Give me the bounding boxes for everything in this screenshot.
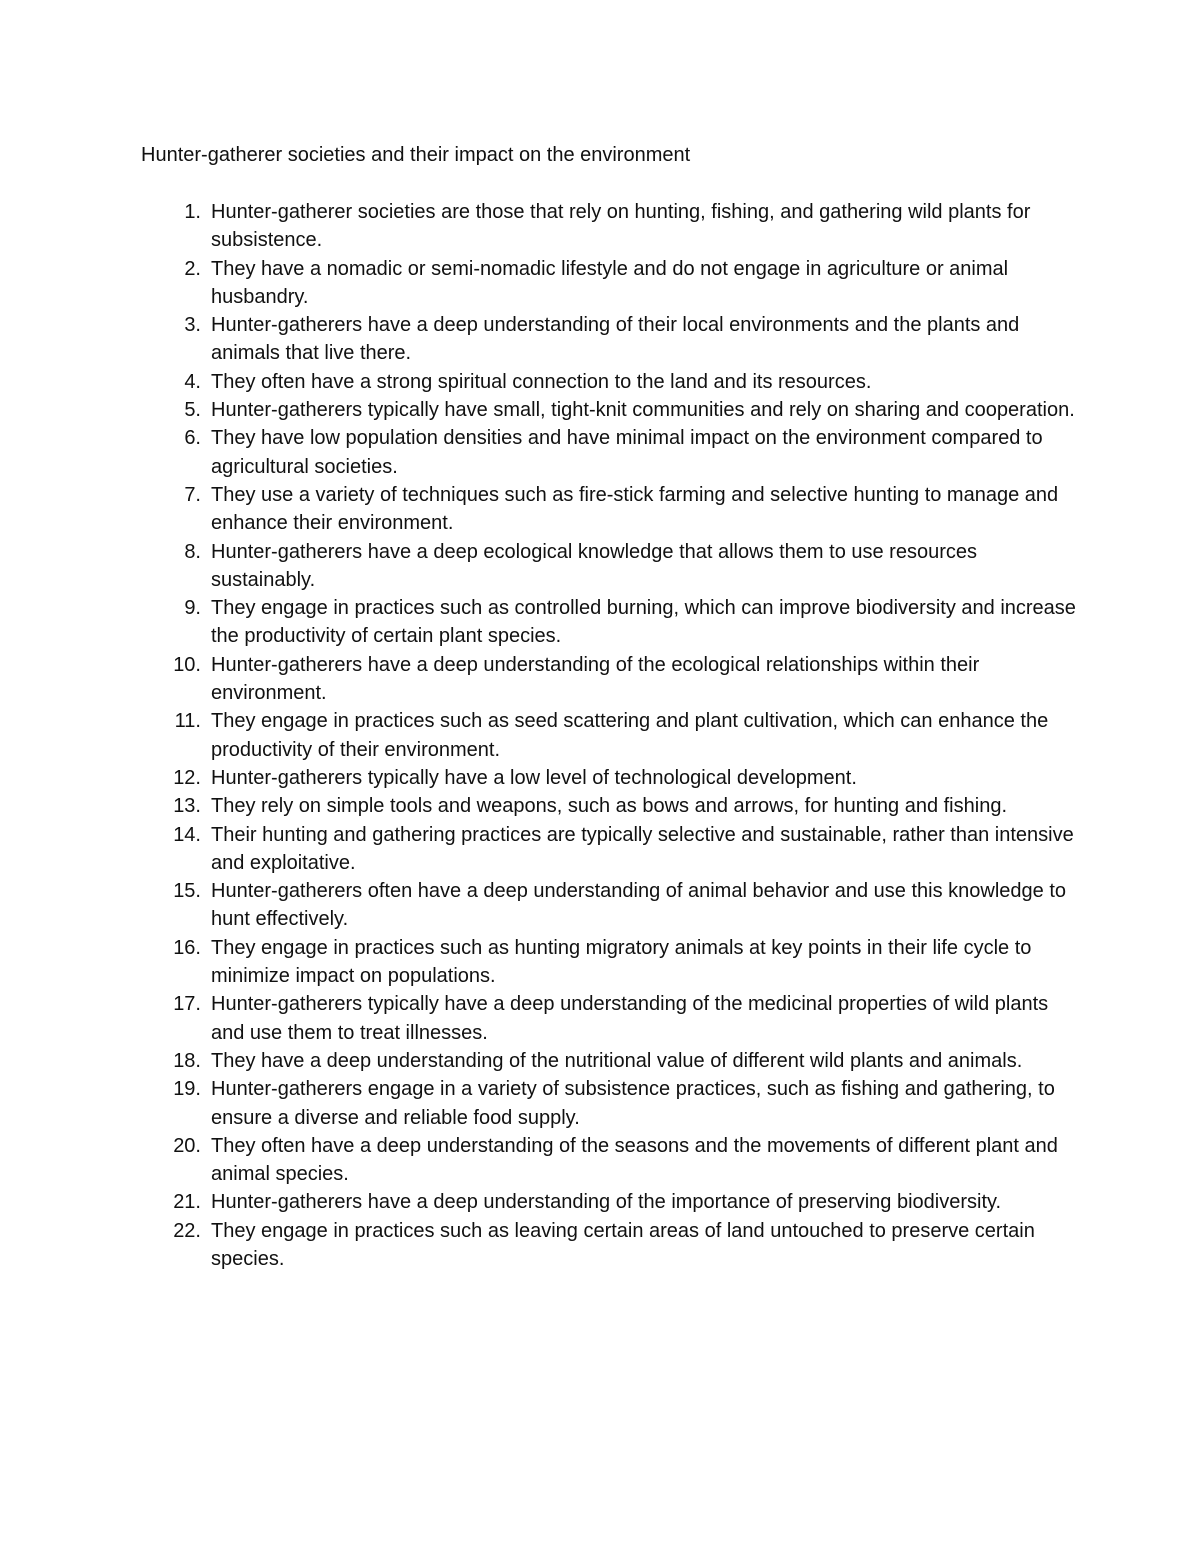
list-text: Hunter-gatherers have a deep understanding of the ecological relationships within their environment. [211,653,980,705]
list-number: 7. [184,483,201,506]
list-text: They have low population densities and have minimal impact on the environment compared to agricultural societies. [211,427,1043,478]
list-text: Hunter-gatherers have a deep understanding of their local environments and the plants and animals that live there. [211,314,1020,365]
list-text: Hunter-gatherers typically have a deep understanding of the medicinal properties of wild plants and use them to treat illnesses. [211,993,1049,1044]
list-text: They use a variety of techniques such as fire-stick farming and selective hunting to manage and enhance their environment. [211,483,1059,535]
list-item [0,1132,1200,1189]
list-text: They engage in practices such as hunting migratory animals at key points in their life cycle to minimize impact on populations. [211,936,1032,988]
list-number: 2. [184,257,201,280]
list-text: They often have a strong spiritual connection to the land and its resources. [211,370,872,393]
list-item [0,707,1200,764]
list-number: 8. [184,540,201,563]
list-item [0,934,1200,991]
list-item [0,1047,1200,1075]
list-item [0,368,1200,396]
list-number: 21. [173,1191,201,1214]
numbered-list [0,198,1200,1273]
list-number: 13. [173,795,201,818]
list-text: They have a nomadic or semi-nomadic lifestyle and do not engage in agriculture or animal husbandry. [211,257,1009,308]
list-number: 4. [184,370,201,393]
list-item [0,396,1200,424]
list-item [0,198,1200,255]
list-text: Hunter-gatherers often have a deep understanding of animal behavior and use this knowledge to hunt effectively. [211,880,1067,931]
list-number: 6. [184,427,201,450]
list-item [0,424,1200,481]
list-number: 10. [173,653,201,676]
list-number: 16. [173,936,201,959]
list-text: They rely on simple tools and weapons, such as bows and arrows, for hunting and fishing. [211,795,1007,818]
list-item [0,1217,1200,1274]
list-item [0,821,1200,878]
list-text: Hunter-gatherer societies are those that rely on hunting, fishing, and gathering wild plants for subsistence. [211,201,1031,252]
list-number: 22. [173,1219,201,1242]
list-item [0,481,1200,538]
list-text: They have a deep understanding of the nutritional value of different wild plants and animals. [211,1049,1023,1072]
list-item [0,594,1200,651]
list-number: 9. [184,597,201,620]
list-text: They often have a deep understanding of the seasons and the movements of different plant and animal species. [211,1134,1058,1186]
list-item [0,764,1200,792]
list-item [0,877,1200,934]
list-text: They engage in practices such as seed scattering and plant cultivation, which can enhance the productivity of their environment. [211,710,1049,761]
list-text: Hunter-gatherers have a deep ecological knowledge that allows them to use resources sustainably. [211,540,977,591]
list-item [0,255,1200,312]
list-item [0,990,1200,1047]
list-text: Hunter-gatherers typically have small, tight-knit communities and rely on sharing and cooperation. [211,399,1075,422]
list-number: 20. [173,1134,201,1157]
list-number: 15. [173,880,201,903]
list-number: 11. [174,710,201,733]
list-text: Their hunting and gathering practices are typically selective and sustainable, rather than intensive and exploitative. [211,823,1074,874]
list-number: 3. [184,314,201,337]
list-item [0,1188,1200,1216]
list-text: Hunter-gatherers typically have a low level of technological development. [211,766,857,789]
list-number: 5. [184,399,201,422]
list-text: Hunter-gatherers engage in a variety of subsistence practices, such as fishing and gathering, to ensure a diverse and reliable food supply. [211,1078,1055,1129]
list-text: They engage in practices such as controlled burning, which can improve biodiversity and increase the productivity of certain plant species. [211,597,1076,648]
list-item [0,538,1200,595]
list-number: 17. [173,993,201,1016]
list-number: 18. [173,1049,201,1072]
list-item [0,1075,1200,1132]
list-item [0,792,1200,820]
list-text: They engage in practices such as leaving certain areas of land untouched to preserve certain species. [211,1219,1035,1270]
list-number: 12. [173,766,201,789]
list-text: Hunter-gatherers have a deep understanding of the importance of preserving biodiversity. [211,1191,1002,1214]
list-item [0,651,1200,708]
list-number: 1. [184,201,201,223]
document-title: Hunter-gatherer societies and their impact on the environment [141,144,691,166]
list-number: 14. [173,823,201,846]
list-item [0,311,1200,368]
list-number: 19. [173,1078,201,1101]
